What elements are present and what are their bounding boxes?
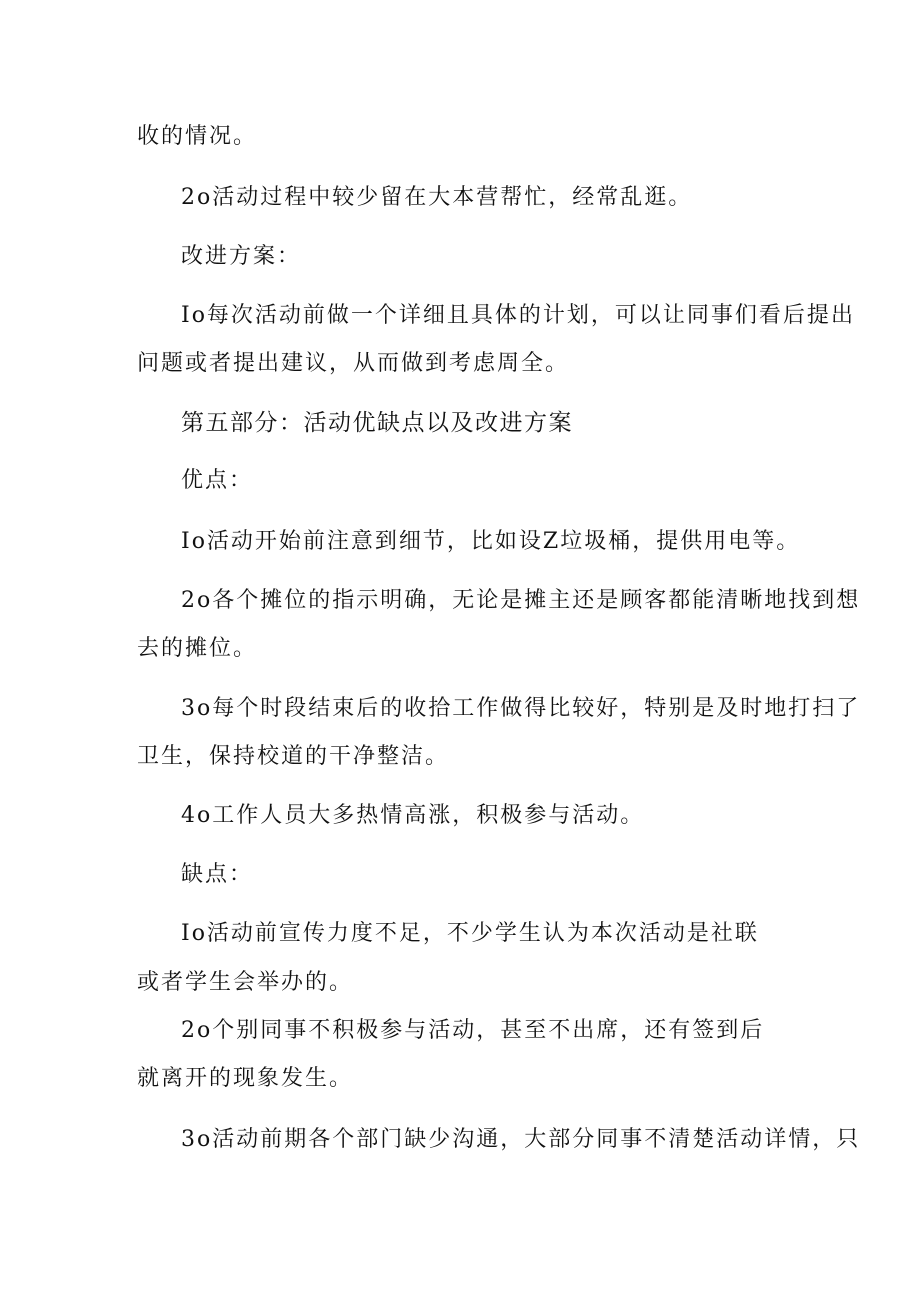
paragraph-line: 去的摊位。 (137, 636, 258, 661)
paragraph-line: 卫生，保持校道的干净整洁。 (137, 744, 450, 769)
paragraph-line: 就离开的现象发生。 (137, 1066, 354, 1091)
paragraph-line: 问题或者提出建议，从而做到考虑周全。 (137, 351, 570, 376)
paragraph-line: 收的情况。 (137, 124, 258, 149)
paragraph-line: 3o活动前期各个部门缺少沟通，大部分同事不清楚活动详情，只 (181, 1127, 861, 1152)
paragraph-line: 优点： (181, 468, 254, 493)
paragraph-line: Io活动开始前注意到细节，比如设Z垃圾桶，提供用电等。 (181, 529, 801, 554)
paragraph-line: 2o活动过程中较少留在大本营帮忙，经常乱逛。 (181, 185, 693, 210)
paragraph-line: 改进方案： (181, 244, 302, 269)
paragraph-line: 3o每个时段结束后的收拾工作做得比较好，特别是及时地打扫了 (181, 696, 861, 721)
paragraph-line: 或者学生会举办的。 (137, 970, 354, 995)
paragraph-line: 缺点： (181, 862, 254, 887)
paragraph-line: 2o各个摊位的指示明确，无论是摊主还是顾客都能清晰地找到想 (181, 588, 861, 613)
section-heading: 第五部分：活动优缺点以及改进方案 (181, 410, 573, 436)
paragraph-line: Io活动前宣传力度不足，不少学生认为本次活动是社联 (181, 921, 759, 946)
paragraph-line: 2o个别同事不积极参与活动，甚至不出席，还有签到后 (181, 1018, 765, 1043)
paragraph-line: Io每次活动前做一个详细且具体的计划，可以让同事们看后提出 (181, 303, 855, 328)
paragraph-line: 4o工作人员大多热情高涨，积极参与活动。 (181, 803, 645, 828)
